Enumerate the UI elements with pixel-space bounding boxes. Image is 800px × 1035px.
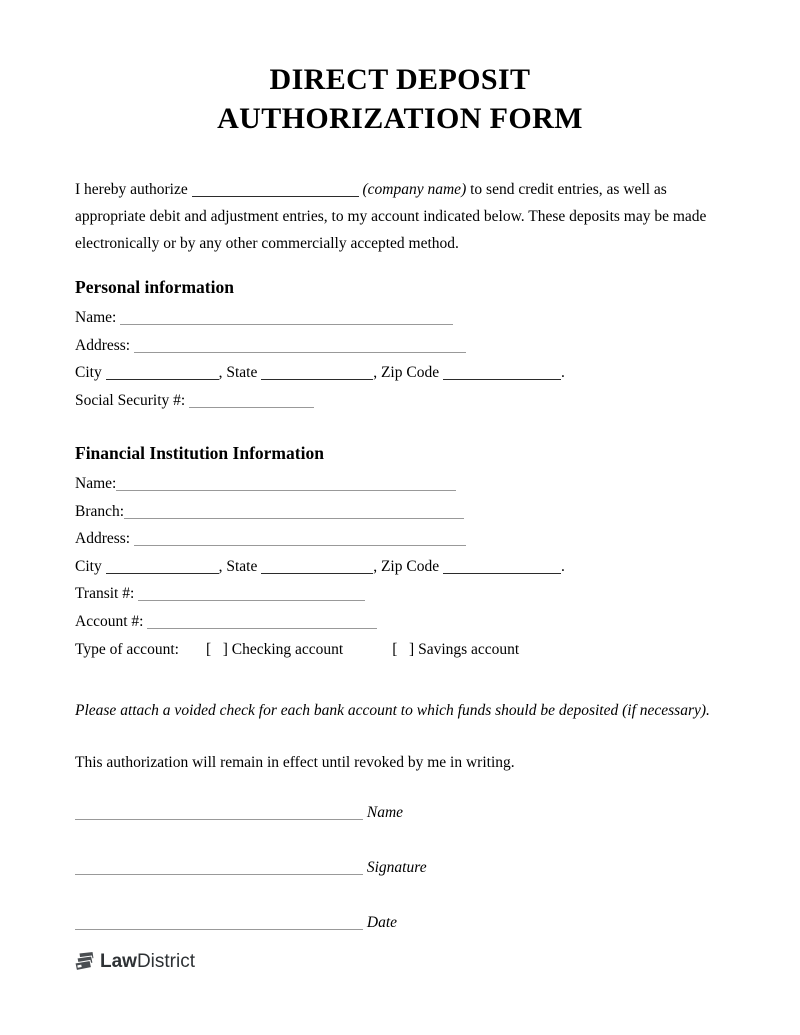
- financial-heading: Financial Institution Information: [75, 443, 324, 463]
- personal-address-row: [75, 332, 740, 360]
- financial-state-input-line[interactable]: [261, 561, 373, 574]
- lawdistrict-logo: [72, 950, 195, 974]
- financial-city-label: City: [75, 557, 102, 575]
- date-label: Date: [366, 914, 398, 931]
- logo-word-law: Law: [100, 951, 137, 972]
- financial-name-row: [75, 470, 740, 498]
- financial-address-row: [75, 525, 740, 553]
- revocation-statement: This authorization will remain in effect until revoked by me in writing.: [75, 754, 515, 771]
- financial-institution-section: [75, 442, 740, 663]
- financial-transit-input-line[interactable]: [138, 588, 365, 601]
- logo-word-district: District: [136, 951, 196, 972]
- intro-lead-text: I hereby authorize: [75, 181, 188, 198]
- personal-ssn-row: [75, 387, 740, 415]
- logo-wordmark: [100, 951, 195, 973]
- financial-line-period: .: [560, 557, 565, 575]
- financial-zip-label: , Zip Code: [373, 557, 440, 575]
- signee-name-label: Name: [366, 804, 404, 821]
- voided-check-note: Please attach a voided check for each bank account to which funds should be deposited (if necessary).: [75, 702, 710, 719]
- account-type-row: [75, 636, 740, 664]
- financial-state-label: , State: [218, 557, 258, 575]
- signature-input-line[interactable]: [75, 862, 363, 875]
- financial-city-input-line[interactable]: [106, 561, 219, 574]
- checking-option: [206, 641, 343, 658]
- personal-name-row: [75, 304, 740, 332]
- personal-state-input-line[interactable]: [261, 367, 373, 380]
- financial-account-input-line[interactable]: [147, 616, 377, 629]
- date-input-line[interactable]: [75, 917, 363, 930]
- personal-city-label: City: [75, 364, 102, 382]
- savings-checkbox[interactable]: [ ]: [392, 640, 415, 658]
- financial-branch-input-line[interactable]: [124, 506, 464, 519]
- personal-information-section: [75, 276, 740, 414]
- personal-city-state-zip-row: [75, 359, 740, 387]
- signee-name-row: [75, 803, 427, 823]
- financial-name-label: Name:: [75, 475, 117, 492]
- signee-name-input-line[interactable]: [75, 807, 363, 820]
- financial-branch-row: [75, 498, 740, 526]
- personal-address-label: Address:: [75, 336, 131, 354]
- date-row: [75, 913, 427, 933]
- form-title: [0, 60, 800, 138]
- financial-account-label: Account #:: [75, 612, 144, 630]
- checking-label: Checking account: [231, 640, 344, 658]
- signature-label: Signature: [366, 859, 427, 876]
- form-title-line2: AUTHORIZATION FORM: [217, 102, 583, 135]
- stacked-pages-icon: [72, 950, 96, 974]
- company-name-input-line[interactable]: [192, 184, 359, 197]
- personal-name-label: Name:: [75, 309, 117, 326]
- personal-zip-input-line[interactable]: [443, 367, 561, 380]
- financial-zip-input-line[interactable]: [443, 561, 561, 574]
- savings-label: Savings account: [418, 640, 520, 658]
- personal-zip-label: , Zip Code: [373, 364, 440, 382]
- personal-city-input-line[interactable]: [106, 367, 219, 380]
- personal-name-input-line[interactable]: [120, 312, 453, 325]
- financial-branch-label: Branch:: [75, 502, 125, 520]
- account-type-label: Type of account:: [75, 640, 179, 658]
- personal-state-label: , State: [218, 364, 258, 382]
- financial-name-input-line[interactable]: [116, 478, 456, 491]
- financial-transit-label: Transit #:: [75, 585, 135, 603]
- personal-address-input-line[interactable]: [134, 340, 466, 353]
- personal-ssn-label: Social Security #:: [75, 391, 186, 409]
- personal-heading: Personal information: [75, 277, 234, 297]
- signature-block: [75, 803, 427, 968]
- financial-city-state-zip-row: [75, 553, 740, 581]
- financial-address-input-line[interactable]: [134, 533, 466, 546]
- personal-ssn-input-line[interactable]: [189, 395, 314, 408]
- personal-line-period: .: [560, 364, 565, 382]
- intro-body-text: to send credit entries, as well as appropriate debit and adjustment entries, to my account indicated below. These deposits may be made electronically or by any other commercially accepted method.: [75, 181, 707, 252]
- savings-option: [392, 641, 519, 658]
- form-title-line1: DIRECT DEPOSIT: [269, 63, 531, 96]
- financial-address-label: Address:: [75, 530, 131, 548]
- intro-paragraph: [75, 176, 723, 257]
- signature-row: [75, 858, 427, 878]
- financial-account-row: [75, 608, 740, 636]
- company-name-hint: (company name): [362, 181, 467, 198]
- financial-transit-row: [75, 580, 740, 608]
- checking-checkbox[interactable]: [ ]: [205, 640, 228, 658]
